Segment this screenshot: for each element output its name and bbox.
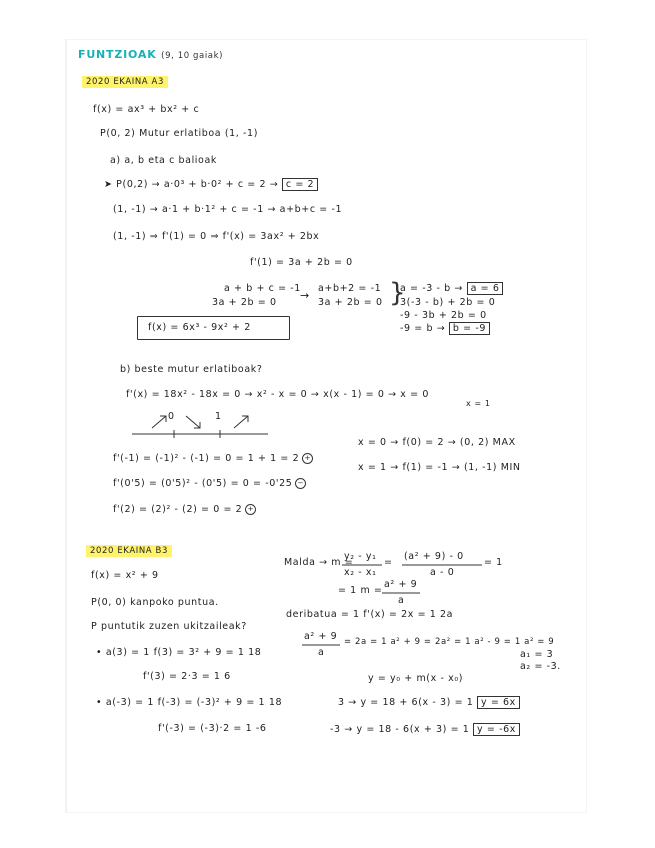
- a3-test3-text: f'(2) = (2)² - (2) = 0 = 2: [113, 504, 243, 515]
- a3-minimum: x = 1 → f(1) = -1 → (1, -1) MIN: [358, 462, 521, 473]
- sign-line: [130, 408, 270, 440]
- a3-solve1-result: a = 6: [467, 282, 504, 295]
- b3-slope-intro: Malda → m =: [284, 557, 354, 568]
- page-title: [78, 48, 223, 61]
- b3-tangent1-text: 3 → y = 18 + 6(x - 3) = 1: [338, 697, 478, 708]
- b3-eq-tail: = 2a = 1 a² + 9 = 2a² = 1 a² - 9 = 1 a² = 9: [344, 637, 555, 647]
- fraction-bar: [402, 564, 482, 566]
- b3-tangent1-result: y = 6x: [477, 696, 520, 709]
- b3-slope-numerator2: (a² + 9) - 0: [404, 551, 464, 562]
- a3-maximum: x = 0 → f(0) = 2 → (0, 2) MAX: [358, 437, 516, 448]
- a3-test2: [113, 478, 306, 489]
- a3-solve3: -9 - 3b + 2b = 0: [400, 310, 487, 321]
- b3-point2-slope: f'(-3) = (-3)·2 = 1 -6: [158, 723, 267, 734]
- fraction-bar: [382, 592, 420, 594]
- decreasing-arrow-icon: [186, 416, 200, 428]
- a3-step1: [104, 179, 318, 190]
- fraction-bar: [302, 644, 340, 646]
- a3-solve2: 3(-3 - b) + 2b = 0: [400, 297, 496, 308]
- a3-question-a: a) a, b eta c balioak: [110, 155, 217, 166]
- a3-step2: (1, -1) → a·1 + b·1² + c = -1 → a+b+c = -1: [113, 204, 343, 215]
- exercise-tag-a3: 2020 EKAINA A3: [82, 76, 168, 88]
- b3-slope-tail: = 1: [484, 557, 503, 568]
- a3-solve1-text: a = -3 - b →: [400, 283, 467, 294]
- b3-slope-denominator2: a - 0: [430, 567, 455, 578]
- a3-solve4: [400, 323, 490, 334]
- b3-tangent2: [330, 724, 520, 735]
- a3-system1-line2: 3a + 2b = 0: [212, 297, 277, 308]
- a3-test1: [113, 453, 313, 464]
- a3-step1-result: c = 2: [282, 178, 318, 191]
- b3-point1: • a(3) = 1 f(3) = 3² + 9 = 1 18: [96, 647, 262, 658]
- a3-step1-text: ➤ P(0,2) → a·0³ + b·0² + c = 2 →: [104, 179, 282, 190]
- a3-derivative-root2: x = 1: [466, 399, 491, 408]
- arrow-icon: →: [300, 289, 310, 302]
- b3-root1: a₁ = 3: [520, 649, 554, 660]
- b3-eq-numerator: a² + 9: [304, 631, 338, 642]
- fraction-bar: [342, 564, 382, 566]
- b3-tangent1: [338, 697, 520, 708]
- b3-point1-slope: f'(3) = 2·3 = 1 6: [143, 671, 231, 682]
- a3-function: f(x) = ax³ + bx² + c: [93, 104, 200, 115]
- a3-test1-text: f'(-1) = (-1)² - (-1) = 0 = 1 + 1 = 2: [113, 453, 300, 464]
- sign-positive-icon: +: [302, 453, 313, 464]
- b3-tangent2-result: y = -6x: [473, 723, 520, 736]
- a3-test2-text: f'(0'5) = (0'5)² - (0'5) = 0 = -0'25: [113, 478, 293, 489]
- a3-derivative: f'(x) = 18x² - 18x = 0 → x² - x = 0 → x(x - 1) = 0 → x = 0: [126, 389, 429, 400]
- sign-positive-icon: +: [245, 504, 256, 515]
- b3-derivative: deribatua = 1 f'(x) = 2x = 1 2a: [286, 609, 454, 620]
- title-text: FUNTZIOAK: [78, 48, 157, 61]
- increasing-arrow-icon: [152, 416, 166, 428]
- a3-step4: f'(1) = 3a + 2b = 0: [250, 257, 353, 268]
- a3-step3: (1, -1) ⇒ f'(1) = 0 ⇒ f'(x) = 3ax² + 2bx: [113, 231, 320, 242]
- a3-system2-line1: a+b+2 = -1: [318, 283, 382, 294]
- b3-m-expr: = 1 m =: [338, 585, 383, 596]
- sign-label-zero: 0: [168, 411, 175, 422]
- b3-line-equation: y = y₀ + m(x - x₀): [368, 673, 464, 684]
- brace-icon: }: [389, 278, 407, 308]
- b3-function: f(x) = x² + 9: [91, 570, 159, 581]
- title-subtitle: (9, 10 gaiak): [161, 51, 224, 61]
- a3-question-b: b) beste mutur erlatiboak?: [120, 364, 263, 375]
- a3-answer: f(x) = 6x³ - 9x² + 2: [148, 322, 251, 333]
- a3-solve4-text: -9 = b →: [400, 323, 449, 334]
- b3-question: P puntutik zuzen ukitzaileak?: [91, 621, 247, 632]
- a3-solve4-result: b = -9: [449, 322, 490, 335]
- b3-m-denominator: a: [398, 595, 405, 606]
- sign-label-one: 1: [215, 411, 222, 422]
- a3-statement: P(0, 2) Mutur erlatiboa (1, -1): [100, 128, 259, 139]
- b3-slope-denominator: x₂ - x₁: [344, 567, 377, 578]
- a3-system1-line1: a + b + c = -1: [224, 283, 301, 294]
- b3-statement: P(0, 0) kanpoko puntua.: [91, 597, 219, 608]
- a3-system2-line2: 3a + 2b = 0: [318, 297, 383, 308]
- b3-point2: • a(-3) = 1 f(-3) = (-3)² + 9 = 1 18: [96, 697, 283, 708]
- b3-tangent2-text: -3 → y = 18 - 6(x + 3) = 1: [330, 724, 474, 735]
- b3-slope-equals: =: [384, 557, 393, 568]
- a3-solve1: [400, 283, 503, 294]
- b3-slope-numerator: y₂ - y₁: [344, 551, 377, 562]
- exercise-tag-b3: 2020 EKAINA B3: [86, 545, 172, 557]
- a3-test3: [113, 504, 256, 515]
- b3-root2: a₂ = -3.: [520, 661, 561, 672]
- b3-eq-denominator: a: [318, 647, 325, 658]
- increasing-arrow-icon: [234, 416, 248, 428]
- sign-negative-icon: −: [295, 478, 306, 489]
- b3-m-numerator: a² + 9: [384, 579, 418, 590]
